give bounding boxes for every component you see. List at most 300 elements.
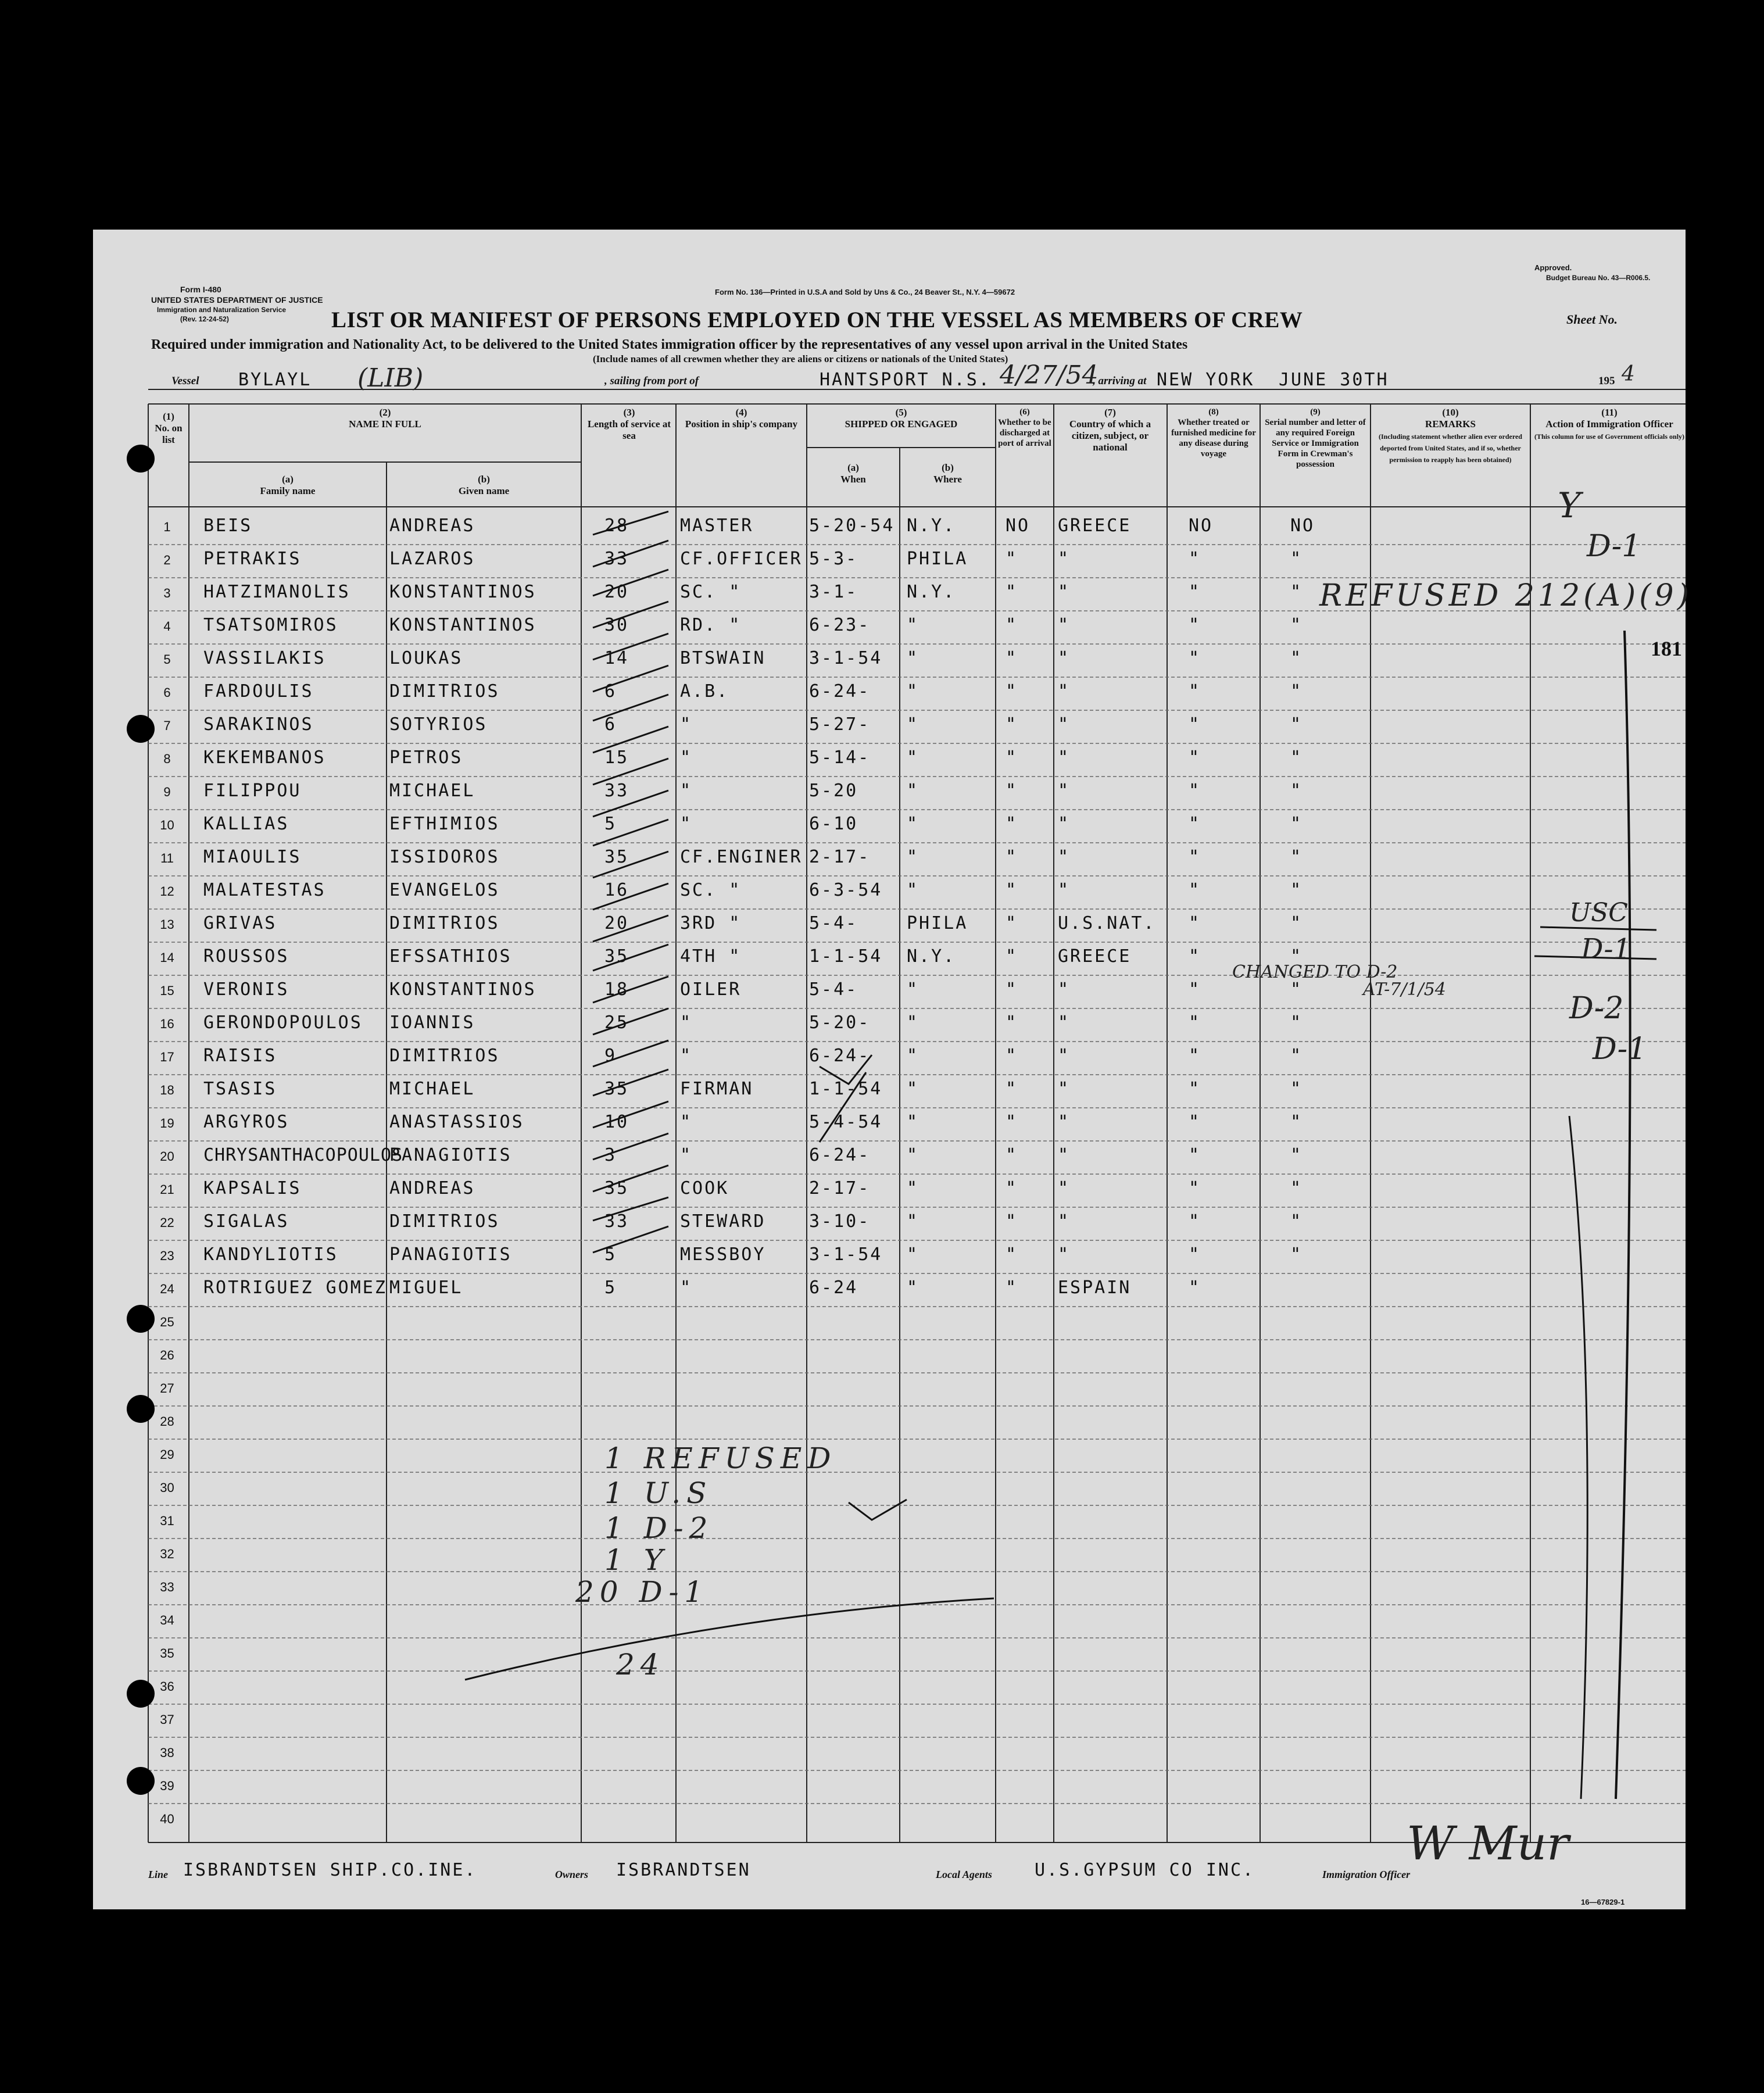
col-when-number: (a) xyxy=(847,462,859,473)
service-length-cell: 35 xyxy=(604,1178,629,1198)
country-cell: " xyxy=(1058,549,1071,569)
country-cell: " xyxy=(1058,747,1071,768)
col-no-number: (1) xyxy=(163,411,174,422)
position-header xyxy=(679,407,804,430)
serial-cell: " xyxy=(1290,781,1303,801)
serial-cell: " xyxy=(1290,615,1303,635)
country-header xyxy=(1055,407,1165,453)
family-name-cell: HATZIMANOLIS xyxy=(203,582,350,602)
shipped-where-cell: N.Y. xyxy=(907,582,956,602)
row-number: 6 xyxy=(163,685,171,700)
position-cell: " xyxy=(680,1278,693,1298)
tally-line: 20 D-1 xyxy=(575,1575,709,1609)
serial-cell: " xyxy=(1290,1211,1303,1232)
shipped-where-cell: " xyxy=(907,1145,919,1165)
shipped-where-cell: " xyxy=(907,648,919,668)
col-where-number: (b) xyxy=(942,462,954,473)
service-length-cell: 33 xyxy=(604,781,629,801)
shipped-where-cell: " xyxy=(907,1046,919,1066)
discharged-header xyxy=(997,407,1053,449)
treated-cell: " xyxy=(1189,714,1201,735)
action-mark: D-1 xyxy=(1581,933,1631,965)
row-number: 19 xyxy=(160,1116,174,1130)
service-length-cell: 28 xyxy=(604,516,629,536)
shipped-when-cell: 5-14- xyxy=(809,747,871,768)
col-shipped-label: SHIPPED OR ENGAGED xyxy=(845,418,958,430)
discharged-cell: " xyxy=(1006,1178,1018,1198)
given-name-cell: ANASTASSIOS xyxy=(389,1112,524,1132)
service-length-cell: 35 xyxy=(604,1079,629,1099)
family-name-cell: TSASIS xyxy=(203,1079,277,1099)
tally-line: 1 REFUSED xyxy=(604,1441,837,1475)
country-cell: " xyxy=(1058,1079,1071,1099)
form-number: Form I-480 xyxy=(180,285,221,294)
shipped-when-cell: 1-1-54 xyxy=(809,946,883,967)
row-number: 21 xyxy=(160,1182,174,1197)
year-handwritten: 4 xyxy=(1622,362,1635,386)
where-header xyxy=(900,462,996,485)
discharged-cell: " xyxy=(1006,781,1018,801)
service-length-cell: 6 xyxy=(604,681,617,702)
row-number: 18 xyxy=(160,1083,174,1097)
row-number: 30 xyxy=(160,1480,174,1495)
officer-label: Immigration Officer xyxy=(1322,1869,1411,1880)
col-name-label: NAME IN FULL xyxy=(349,418,421,430)
subtitle: Required under immigration and Nationality Act, to be delivered to the United States immigration officer by the representatives of any vessel upon arrival in the United States xyxy=(151,337,1188,352)
row-number: 35 xyxy=(160,1646,174,1661)
action-mark: D-2 xyxy=(1569,991,1624,1026)
action-mark: Y xyxy=(1558,485,1581,526)
family-name-cell: GERONDOPOULOS xyxy=(203,1012,363,1033)
revision: (Rev. 12-24-52) xyxy=(180,315,229,323)
col-shipped-number: (5) xyxy=(895,407,907,418)
given-name-cell: PANAGIOTIS xyxy=(389,1244,512,1265)
shipped-where-cell: " xyxy=(907,1244,919,1265)
treated-cell: " xyxy=(1189,979,1201,1000)
shipped-header xyxy=(807,407,996,430)
col-given-label: Given name xyxy=(458,485,510,496)
serial-cell: " xyxy=(1290,747,1303,768)
country-cell: ESPAIN xyxy=(1058,1278,1132,1298)
given-name-cell: DIMITRIOS xyxy=(389,913,500,933)
row-number: 12 xyxy=(160,884,174,899)
treated-cell: " xyxy=(1189,847,1201,867)
col-service-label: Length of service at sea xyxy=(587,418,671,441)
action-mark: USC xyxy=(1569,898,1628,928)
row-number: 4 xyxy=(163,619,171,634)
given-name-cell: MICHAEL xyxy=(389,781,475,801)
serial-cell: " xyxy=(1290,847,1303,867)
family-name-cell: RAISIS xyxy=(203,1046,277,1066)
shipped-when-cell: 5-3- xyxy=(809,549,858,569)
serial-cell: " xyxy=(1290,913,1303,933)
discharged-cell: " xyxy=(1006,1211,1018,1232)
row-number: 20 xyxy=(160,1149,174,1164)
position-cell: " xyxy=(680,1145,693,1165)
treated-cell: " xyxy=(1189,1244,1201,1265)
shipped-where-cell: " xyxy=(907,880,919,900)
row-number: 14 xyxy=(160,950,174,965)
shipped-where-cell: " xyxy=(907,714,919,735)
shipped-where-cell: " xyxy=(907,847,919,867)
punch-hole xyxy=(127,1395,155,1423)
given-name-cell: KONSTANTINOS xyxy=(389,582,536,602)
row-number: 28 xyxy=(160,1414,174,1429)
service-length-cell: 9 xyxy=(604,1046,617,1066)
col-name-number: (2) xyxy=(379,407,391,418)
service-length-cell: 15 xyxy=(604,747,629,768)
service-length-cell: 20 xyxy=(604,582,629,602)
family-name-cell: SARAKINOS xyxy=(203,714,314,735)
position-cell: SC. " xyxy=(680,880,742,900)
serial-cell: " xyxy=(1290,1012,1303,1033)
refused-annotation: REFUSED 212(A)(9) xyxy=(1319,578,1693,613)
position-cell: SC. " xyxy=(680,582,742,602)
col-service-number: (3) xyxy=(623,407,635,418)
row-number: 2 xyxy=(163,553,171,567)
shipped-when-cell: 5-20- xyxy=(809,1012,871,1033)
shipped-when-cell: 5-4-54 xyxy=(809,1112,883,1132)
position-cell: " xyxy=(680,1112,693,1132)
action-mark: D-1 xyxy=(1593,1032,1647,1067)
discharged-cell: " xyxy=(1006,1112,1018,1132)
col-position-number: (4) xyxy=(735,407,747,418)
shipped-where-cell: " xyxy=(907,979,919,1000)
given-name-cell: MIGUEL xyxy=(389,1278,463,1298)
position-cell: CF.OFFICER xyxy=(680,549,803,569)
row-number: 5 xyxy=(163,652,171,667)
shipped-when-cell: 6-24- xyxy=(809,1145,871,1165)
family-name-cell: FARDOULIS xyxy=(203,681,314,702)
discharged-cell: " xyxy=(1006,549,1018,569)
serial-cell: NO xyxy=(1290,516,1315,536)
country-cell: " xyxy=(1058,1244,1071,1265)
position-cell: MESSBOY xyxy=(680,1244,766,1265)
discharged-cell: " xyxy=(1006,1244,1018,1265)
given-name-cell: DIMITRIOS xyxy=(389,1211,500,1232)
service-length-cell: 35 xyxy=(604,946,629,967)
given-name-cell: EFSSATHIOS xyxy=(389,946,512,967)
arriving-label: , arriving at xyxy=(1093,375,1147,387)
treated-cell: " xyxy=(1189,880,1201,900)
row-number: 3 xyxy=(163,586,171,600)
service-length-cell: 20 xyxy=(604,913,629,933)
discharged-cell: " xyxy=(1006,847,1018,867)
country-cell: U.S.NAT. xyxy=(1058,913,1156,933)
vessel-label: Vessel xyxy=(171,375,199,387)
departure-port: HANTSPORT N.S. xyxy=(820,370,991,390)
col-given-number: (b) xyxy=(478,474,490,485)
discharged-cell: " xyxy=(1006,1079,1018,1099)
country-cell: " xyxy=(1058,847,1071,867)
row-number: 22 xyxy=(160,1215,174,1230)
position-cell: 4TH " xyxy=(680,946,742,967)
given-name-cell: DIMITRIOS xyxy=(389,1046,500,1066)
treated-cell: " xyxy=(1189,549,1201,569)
given-name-cell: LOUKAS xyxy=(389,648,463,668)
service-length-cell: 35 xyxy=(604,847,629,867)
discharged-cell: " xyxy=(1006,681,1018,702)
family-name-cell: MALATESTAS xyxy=(203,880,326,900)
shipped-when-cell: 3-1-54 xyxy=(809,648,883,668)
treated-cell: " xyxy=(1189,582,1201,602)
treated-cell: " xyxy=(1189,1012,1201,1033)
row-number: 9 xyxy=(163,785,171,799)
shipped-when-cell: 3-1- xyxy=(809,582,858,602)
remarks-header xyxy=(1372,407,1529,465)
row-number: 34 xyxy=(160,1613,174,1627)
service-header xyxy=(584,407,674,442)
discharged-cell: " xyxy=(1006,913,1018,933)
position-cell: BTSWAIN xyxy=(680,648,766,668)
action-header xyxy=(1532,407,1687,442)
treated-cell: " xyxy=(1189,1211,1201,1232)
family-name-cell: KANDYLIOTIS xyxy=(203,1244,338,1265)
shipped-when-cell: 5-20 xyxy=(809,781,858,801)
col-remarks-label: REMARKS xyxy=(1425,418,1476,430)
treated-cell: " xyxy=(1189,946,1201,967)
col-no-header xyxy=(148,411,189,446)
serial-cell: " xyxy=(1290,814,1303,834)
row-number: 26 xyxy=(160,1348,174,1362)
col-action-label: Action of Immigration Officer xyxy=(1545,418,1673,430)
country-cell: GREECE xyxy=(1058,946,1132,967)
treated-cell: " xyxy=(1189,1046,1201,1066)
country-cell: " xyxy=(1058,814,1071,834)
given-name-cell: SOTYRIOS xyxy=(389,714,488,735)
position-cell: " xyxy=(680,1012,693,1033)
col-action-number: (11) xyxy=(1601,407,1618,418)
shipped-where-cell: PHILA xyxy=(907,913,968,933)
given-name-header xyxy=(387,474,581,497)
col-family-number: (a) xyxy=(282,474,294,485)
shipped-where-cell: " xyxy=(907,1079,919,1099)
given-name-cell: EVANGELOS xyxy=(389,880,500,900)
col-no-label: No. on list xyxy=(155,423,183,445)
col-treated-number: (8) xyxy=(1208,407,1219,417)
when-header xyxy=(807,462,900,485)
row-number: 29 xyxy=(160,1447,174,1462)
shipped-when-cell: 6-24- xyxy=(809,1046,871,1066)
punch-hole xyxy=(127,1305,155,1333)
row-number: 11 xyxy=(160,851,174,865)
discharged-cell: " xyxy=(1006,946,1018,967)
col-serial-number: (9) xyxy=(1310,407,1321,417)
shipped-when-cell: 5-4- xyxy=(809,979,858,1000)
row-number: 16 xyxy=(160,1017,174,1031)
given-name-cell: ANDREAS xyxy=(389,1178,475,1198)
given-name-cell: EFTHIMIOS xyxy=(389,814,500,834)
discharged-cell: " xyxy=(1006,814,1018,834)
country-cell: " xyxy=(1058,1046,1071,1066)
discharged-cell: " xyxy=(1006,1278,1018,1298)
discharged-cell: " xyxy=(1006,615,1018,635)
service-length-cell: 16 xyxy=(604,880,629,900)
shipped-when-cell: 5-27- xyxy=(809,714,871,735)
position-cell: A.B. xyxy=(680,681,729,702)
shipped-when-cell: 5-20-54 xyxy=(809,516,895,536)
name-header xyxy=(189,407,581,430)
country-cell: " xyxy=(1058,648,1071,668)
shipped-when-cell: 3-10- xyxy=(809,1211,871,1232)
manifest-sheet xyxy=(93,230,1693,1909)
family-name-cell: KALLIAS xyxy=(203,814,289,834)
col-serial-label: Serial number and letter of any required Foreign Service or Immigration Form in Crewman's possession xyxy=(1265,418,1366,469)
shipped-where-cell: " xyxy=(907,615,919,635)
shipped-when-cell: 6-23- xyxy=(809,615,871,635)
serial-cell: " xyxy=(1290,549,1303,569)
position-cell: " xyxy=(680,781,693,801)
given-name-cell: KONSTANTINOS xyxy=(389,615,536,635)
row-number: 1 xyxy=(163,520,171,534)
discharged-cell: " xyxy=(1006,979,1018,1000)
row-number: 39 xyxy=(160,1779,174,1793)
position-cell: COOK xyxy=(680,1178,729,1198)
family-name-cell: CHRYSANTHACOPOULOS xyxy=(203,1145,403,1165)
country-cell: " xyxy=(1058,582,1071,602)
serial-cell: " xyxy=(1290,1145,1303,1165)
shipped-where-cell: " xyxy=(907,747,919,768)
treated-cell: " xyxy=(1189,1145,1201,1165)
sheet-number-label: Sheet No. xyxy=(1566,312,1618,327)
col-discharged-label: Whether to be discharged at port of arrival xyxy=(998,418,1051,448)
serial-header xyxy=(1261,407,1369,470)
shipped-when-cell: 6-24 xyxy=(809,1278,858,1298)
subtitle-note: (Include names of all crewmen whether they are aliens or citizens or nationals of the United States) xyxy=(593,353,1008,364)
position-cell: 3RD " xyxy=(680,913,742,933)
family-name-cell: SIGALAS xyxy=(203,1211,289,1232)
discharged-cell: " xyxy=(1006,582,1018,602)
service-length-cell: 33 xyxy=(604,549,629,569)
arrival-port: NEW YORK xyxy=(1157,370,1255,390)
action-mark: D-1 xyxy=(1587,529,1641,564)
position-cell: " xyxy=(680,1046,693,1066)
treated-cell: " xyxy=(1189,781,1201,801)
serial-cell: " xyxy=(1290,1244,1303,1265)
form-code: 16—67829-1 xyxy=(1581,1898,1625,1906)
col-discharged-number: (6) xyxy=(1019,407,1030,417)
col-when-label: When xyxy=(840,474,866,485)
shipped-when-cell: 2-17- xyxy=(809,847,871,867)
country-cell: " xyxy=(1058,979,1071,1000)
col-remarks-number: (10) xyxy=(1442,407,1459,418)
service-length-cell: 10 xyxy=(604,1112,629,1132)
position-cell: OILER xyxy=(680,979,742,1000)
shipped-where-cell: " xyxy=(907,1211,919,1232)
shipped-where-cell: " xyxy=(907,1012,919,1033)
position-cell: MASTER xyxy=(680,516,754,536)
discharged-cell: " xyxy=(1006,1046,1018,1066)
country-cell: " xyxy=(1058,714,1071,735)
family-name-cell: ROUSSOS xyxy=(203,946,289,967)
arrival-date: JUNE 30TH xyxy=(1279,370,1389,390)
family-name-cell: MIAOULIS xyxy=(203,847,302,867)
serial-cell: " xyxy=(1290,1178,1303,1198)
given-name-cell: IOANNIS xyxy=(389,1012,475,1033)
treated-cell: " xyxy=(1189,913,1201,933)
service-name: Immigration and Naturalization Service xyxy=(157,306,287,314)
family-name-cell: BEIS xyxy=(203,516,253,536)
treated-cell: " xyxy=(1189,1278,1201,1298)
changed-date-annotation: AT-7/1/54 xyxy=(1363,979,1446,1000)
treated-cell: " xyxy=(1189,648,1201,668)
given-name-cell: KONSTANTINOS xyxy=(389,979,536,1000)
row-number: 15 xyxy=(160,983,174,998)
country-cell: " xyxy=(1058,1178,1071,1198)
country-cell: " xyxy=(1058,1012,1071,1033)
tally-line: 24 xyxy=(616,1648,665,1681)
shipped-where-cell: " xyxy=(907,781,919,801)
col-country-label: Country of which a citizen, subject, or national xyxy=(1069,418,1151,453)
row-number: 10 xyxy=(160,818,174,832)
punch-hole xyxy=(127,1680,155,1708)
col-action-note: (This column for use of Government officials only) xyxy=(1534,432,1685,441)
shipped-where-cell: " xyxy=(907,1112,919,1132)
position-cell: STEWARD xyxy=(680,1211,766,1232)
service-length-cell: 5 xyxy=(604,814,617,834)
col-family-label: Family name xyxy=(260,485,316,496)
discharged-cell: " xyxy=(1006,747,1018,768)
given-name-cell: ISSIDOROS xyxy=(389,847,500,867)
row-number: 17 xyxy=(160,1050,174,1064)
serial-cell: " xyxy=(1290,1112,1303,1132)
serial-cell: " xyxy=(1290,681,1303,702)
given-name-cell: DIMITRIOS xyxy=(389,681,500,702)
row-number: 33 xyxy=(160,1580,174,1594)
service-length-cell: 3 xyxy=(604,1145,617,1165)
shipped-when-cell: 5-4- xyxy=(809,913,858,933)
agents-label: Local Agents xyxy=(936,1869,992,1880)
country-cell: " xyxy=(1058,615,1071,635)
row-number: 36 xyxy=(160,1679,174,1694)
service-length-cell: 33 xyxy=(604,1211,629,1232)
country-cell: " xyxy=(1058,1211,1071,1232)
position-cell: " xyxy=(680,714,693,735)
shipped-when-cell: 2-17- xyxy=(809,1178,871,1198)
service-length-cell: 5 xyxy=(604,1278,617,1298)
given-name-cell: MICHAEL xyxy=(389,1079,475,1099)
family-name-cell: ARGYROS xyxy=(203,1112,289,1132)
shipped-when-cell: 1-1-54 xyxy=(809,1079,883,1099)
family-name-cell: PETRAKIS xyxy=(203,549,302,569)
serial-cell: " xyxy=(1290,648,1303,668)
handwritten-date-mark: 4/27/54 xyxy=(1000,360,1099,390)
given-name-cell: ANDREAS xyxy=(389,516,475,536)
col-treated-label: Whether treated or furnished medicine for any disease during voyage xyxy=(1171,418,1256,459)
officer-signature: W Mur xyxy=(1407,1816,1569,1870)
service-length-cell: 25 xyxy=(604,1012,629,1033)
treated-cell: " xyxy=(1189,1079,1201,1099)
discharged-cell: NO xyxy=(1006,516,1031,536)
treated-cell: " xyxy=(1189,1178,1201,1198)
owners-name: ISBRANDTSEN xyxy=(616,1860,751,1880)
position-cell: CF.ENGINER xyxy=(680,847,803,867)
family-name-cell: VERONIS xyxy=(203,979,289,1000)
vessel-name: BYLAYL xyxy=(238,370,312,390)
service-length-cell: 14 xyxy=(604,648,629,668)
printer-note: Form No. 136—Printed in U.S.A and Sold by Uns & Co., 24 Beaver St., N.Y. 4—59672 xyxy=(715,288,1015,296)
discharged-cell: " xyxy=(1006,714,1018,735)
shipped-where-cell: N.Y. xyxy=(907,516,956,536)
col-remarks-note: (Including statement whether alien ever ordered deported from United States, and if so, whether permission to reapply has been obtained) xyxy=(1379,432,1522,464)
given-name-cell: PANAGIOTIS xyxy=(389,1145,512,1165)
shipped-where-cell: " xyxy=(907,1278,919,1298)
treated-cell: " xyxy=(1189,681,1201,702)
service-length-cell: 30 xyxy=(604,615,629,635)
service-length-cell: 5 xyxy=(604,1244,617,1265)
col-where-label: Where xyxy=(933,474,962,485)
row-number: 38 xyxy=(160,1745,174,1760)
